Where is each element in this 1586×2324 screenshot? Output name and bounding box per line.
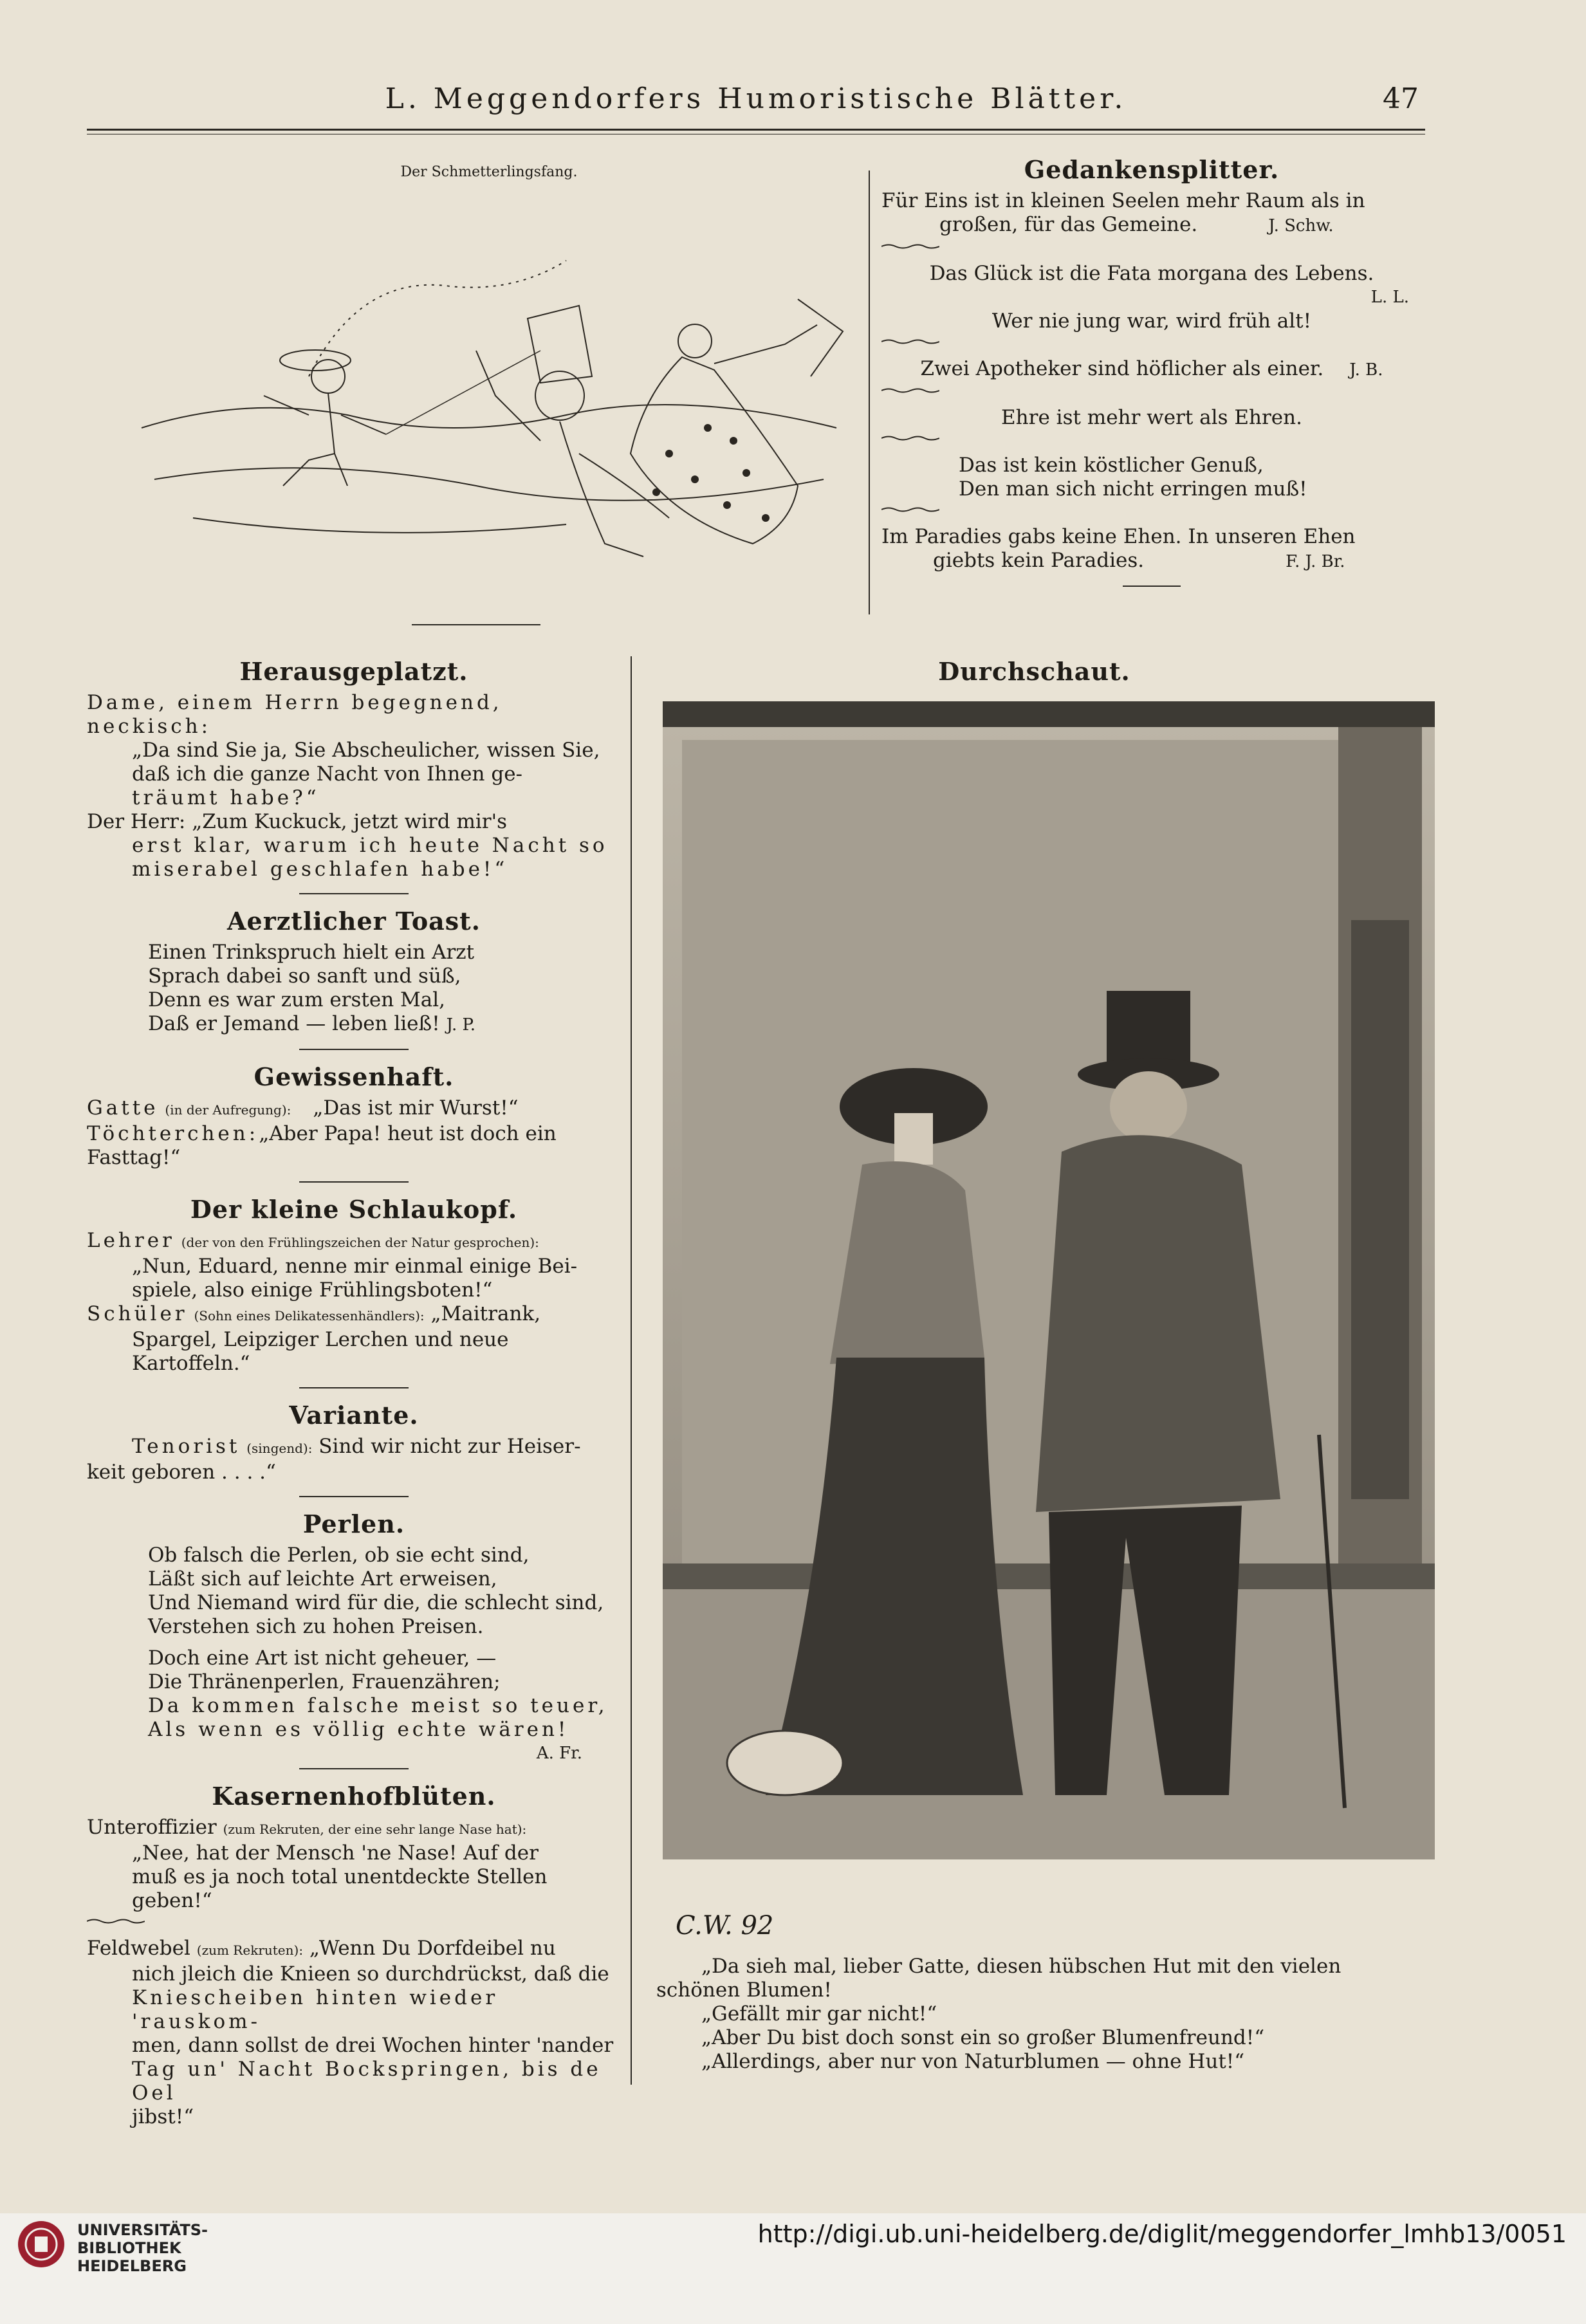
schlaukopf-text-3: „Maitrank, — [430, 1302, 541, 1325]
schlaukopf-line-4 — [87, 1302, 621, 1328]
variante-line-1 — [87, 1435, 621, 1461]
aphorism-7b — [881, 549, 1422, 574]
herausgeplatzt-line-2: „Da sind Sie ja, Sie Abscheulicher, wissen Sie, — [132, 739, 600, 762]
section-divider — [1123, 586, 1181, 587]
schlaukopf-note-1: (der von den Frühlingszeichen der Natur gesprochen): — [181, 1235, 539, 1250]
section-divider — [299, 1496, 409, 1497]
durchschaut-line-3: „Gefällt mir gar nicht!“ — [701, 2002, 937, 2025]
kasernen-line-8: men, dann sollst de drei Wochen hinter 'nander — [132, 2034, 614, 2057]
kasernen-note-2: (zum Rekruten): — [196, 1942, 304, 1958]
kasernen-title: Kasernenhofblüten. — [212, 1782, 496, 1811]
gewissenhaft-title: Gewissenhaft. — [254, 1062, 454, 1091]
university-seal-icon — [15, 2218, 67, 2270]
kasernen-line-7: Kniescheiben hinten wieder 'rauskom- — [132, 1986, 499, 2033]
aphorism-5: Ehre ist mehr wert als Ehren. — [1001, 406, 1302, 429]
top-column-rule — [869, 171, 870, 614]
durchschaut-line-5: „Allerdings, aber nur von Naturblumen — ohne Hut!“ — [701, 2050, 1245, 2073]
aphorism-3: Wer nie jung war, wird früh alt! — [991, 309, 1312, 333]
aphorism-7-author: F. J. Br. — [1286, 552, 1345, 571]
squiggle-divider — [881, 506, 939, 513]
schlaukopf-line-5: Spargel, Leipziger Lerchen und neue Kartoffeln.“ — [132, 1328, 509, 1375]
main-column-rule — [631, 656, 632, 2085]
herausgeplatzt-line-3: daß ich die ganze Nacht von Ihnen ge- — [132, 762, 523, 786]
durchschaut-dialogue — [656, 1955, 1425, 2074]
variante-title: Variante. — [289, 1401, 419, 1430]
toast-author: J. P. — [446, 1015, 475, 1035]
toast-title: Aerztlicher Toast. — [227, 907, 481, 936]
aphorism-4-text: Zwei Apotheker sind höflicher als einer. — [920, 357, 1324, 380]
gewissenhaft-note-1: (in der Aufregung): — [165, 1102, 291, 1118]
kasernen-line-9: Tag un' Nacht Bockspringen, bis de Oel — [132, 2058, 602, 2105]
aphorism-1a: Für Eins ist in kleinen Seelen mehr Raum als in — [881, 189, 1365, 212]
cartoon-drawing — [116, 183, 862, 608]
aphorism-7b-text: giebts kein Paradies. — [933, 549, 1145, 572]
schlaukopf-line-3: spiele, also einige Frühlingsboten!“ — [132, 1278, 493, 1302]
section-divider — [299, 1387, 409, 1388]
butterfly-cartoon — [116, 158, 862, 608]
perlen-line-6: Die Thränenperlen, Frauenzähren; — [148, 1670, 501, 1693]
gewissenhaft-text-1: „Das ist mir Wurst!“ — [313, 1096, 519, 1120]
perlen-title: Perlen. — [302, 1509, 405, 1538]
aphorism-1b — [881, 213, 1422, 238]
perlen-line-1: Ob falsch die Perlen, ob sie echt sind, — [148, 1544, 530, 1567]
library-name-line-2: BIBLIOTHEK — [77, 2239, 181, 2257]
header-rule — [87, 129, 1425, 131]
aphorism-2: Das Glück ist die Fata morgana des Lebens. — [929, 262, 1374, 285]
kasernen-note-1: (zum Rekruten, der eine sehr lange Nase hat): — [223, 1821, 527, 1837]
section-divider — [299, 1049, 409, 1050]
kasernen-line-4: geben!“ — [132, 1889, 212, 1912]
library-name — [77, 2221, 208, 2275]
gewissenhaft-line-2 — [87, 1122, 621, 1170]
schlaukopf-title: Der kleine Schlaukopf. — [190, 1195, 518, 1224]
kasernen-line-5 — [87, 1937, 621, 1962]
variante-note: (singend): — [246, 1441, 313, 1456]
aphorism-6a: Das ist kein köstlicher Genuß, — [959, 454, 1264, 477]
variante-line-2: keit geboren . . . .“ — [87, 1461, 276, 1484]
gewissenhaft-speaker-1: Gatte — [87, 1096, 159, 1120]
toast-line-4-text: Daß er Jemand — leben ließ! — [148, 1012, 440, 1035]
section-divider — [299, 893, 409, 894]
schlaukopf-line-2: „Nun, Eduard, nenne mir einmal einige Bei- — [132, 1255, 578, 1278]
aphorism-4-author: J. B. — [1349, 360, 1383, 380]
herausgeplatzt-line-4: träumt habe?“ — [132, 786, 320, 809]
perlen-line-3: Und Niemand wird für die, die schlecht sind, — [148, 1591, 604, 1614]
schlaukopf-speaker-1: Lehrer — [87, 1229, 175, 1252]
herausgeplatzt-line-5: Der Herr: „Zum Kuckuck, jetzt wird mir's — [87, 810, 507, 833]
left-column — [87, 656, 621, 2129]
durchschaut-line-4: „Aber Du bist doch sonst ein so großer Blumenfreund!“ — [701, 2026, 1265, 2049]
toast-line-1: Einen Trinkspruch hielt ein Arzt — [148, 941, 475, 964]
library-footer — [0, 2213, 1586, 2324]
durchschaut-section — [643, 656, 1425, 691]
aphorism-6b: Den man sich nicht erringen muß! — [959, 477, 1307, 501]
durchschaut-line-1: „Da sieh mal, lieber Gatte, diesen hübschen Hut mit den vielen — [701, 1955, 1342, 1978]
kasernen-line-1 — [87, 1816, 621, 1841]
perlen-line-5: Doch eine Art ist nicht geheuer, — — [148, 1646, 497, 1670]
herausgeplatzt-line-6: erst klar, warum ich heute Nacht so — [132, 834, 608, 857]
library-name-line-1: UNIVERSITÄTS- — [77, 2221, 208, 2239]
gewissenhaft-line-1 — [87, 1096, 621, 1122]
kasernen-line-10: jibst!“ — [132, 2105, 194, 2128]
toast-line-2: Sprach dabei so sanft und süß, — [148, 964, 461, 988]
source-url[interactable]: http://digi.ub.uni-heidelberg.de/diglit/meggendorfer_lmhb13/0051 — [757, 2220, 1567, 2248]
perlen-line-7: Da kommen falsche meist so teuer, — [148, 1694, 608, 1717]
perlen-line-8: Als wenn es völlig echte wären! — [148, 1718, 569, 1741]
variante-speaker: Tenorist — [132, 1435, 241, 1458]
squiggle-divider — [881, 243, 939, 250]
gewissenhaft-text-2: „Aber Papa! heut ist doch ein Fasttag!“ — [87, 1122, 557, 1169]
kasernen-text-4: „Wenn Du Dorfdeibel nu — [309, 1937, 556, 1960]
library-name-line-3: HEIDELBERG — [77, 2257, 187, 2275]
durchschaut-title: Durchschaut. — [938, 657, 1130, 686]
aphorism-7a: Im Paradies gabs keine Ehen. In unseren Ehen — [881, 525, 1356, 548]
aphorism-1b-text: großen, für das Gemeine. — [939, 213, 1198, 236]
aphorism-4 — [881, 357, 1422, 382]
herausgeplatzt-title: Herausgeplatzt. — [239, 657, 468, 686]
perlen-author: A. Fr. — [536, 1744, 582, 1763]
cartoon-caption: Der Schmetterlingsfang. — [400, 164, 578, 180]
gewissenhaft-speaker-2: Töchterchen: — [87, 1122, 259, 1145]
toast-line-3: Denn es war zum ersten Mal, — [148, 988, 446, 1011]
variante-text-1: Sind wir nicht zur Heiser- — [318, 1435, 581, 1458]
shop-window-illustration — [663, 701, 1435, 1956]
gedankensplitter-section — [881, 154, 1422, 598]
section-divider — [299, 1768, 409, 1769]
cartoon-bottom-rule — [412, 624, 540, 625]
schlaukopf-note-2: (Sohn eines Delikatessenhändlers): — [194, 1308, 425, 1323]
durchschaut-line-2: schönen Blumen! — [656, 1978, 832, 2002]
schlaukopf-line-1 — [87, 1229, 621, 1255]
toast-line-4 — [87, 1012, 621, 1037]
herausgeplatzt-line-7: miserabel geschlafen habe!“ — [132, 858, 508, 881]
kasernen-speaker-2: Feldwebel — [87, 1937, 190, 1960]
magazine-title: L. Meggendorfers Humoristische Blätter. — [385, 82, 1127, 115]
squiggle-divider — [881, 435, 939, 441]
kasernen-line-2: „Nee, hat der Mensch 'ne Nase! Auf der — [132, 1841, 539, 1865]
perlen-line-4: Verstehen sich zu hohen Preisen. — [148, 1615, 484, 1638]
squiggle-divider — [87, 1918, 145, 1924]
gedankensplitter-title: Gedankensplitter. — [1024, 155, 1280, 184]
kasernen-speaker-1: Unteroffizier — [87, 1816, 217, 1839]
artist-signature: C.W. 92 — [676, 1911, 774, 1941]
page-number: 47 — [1383, 82, 1419, 115]
squiggle-divider — [881, 387, 939, 394]
schlaukopf-speaker-2: Schüler — [87, 1302, 188, 1325]
kasernen-line-3: muß es ja noch total unentdeckte Stellen — [132, 1865, 548, 1888]
section-divider — [299, 1181, 409, 1183]
aphorism-1-author: J. Schw. — [1268, 216, 1334, 235]
perlen-line-2: Läßt sich auf leichte Art erweisen, — [148, 1567, 497, 1591]
squiggle-divider — [881, 338, 939, 345]
couple-drawing — [663, 701, 1435, 1956]
kasernen-line-6: nich jleich die Knieen so durchdrückst, daß die — [132, 1962, 609, 1986]
herausgeplatzt-line-1: Dame, einem Herrn begegnend, neckisch: — [87, 691, 503, 738]
aphorism-2-author: L. L. — [1370, 288, 1409, 307]
running-header — [87, 82, 1425, 121]
